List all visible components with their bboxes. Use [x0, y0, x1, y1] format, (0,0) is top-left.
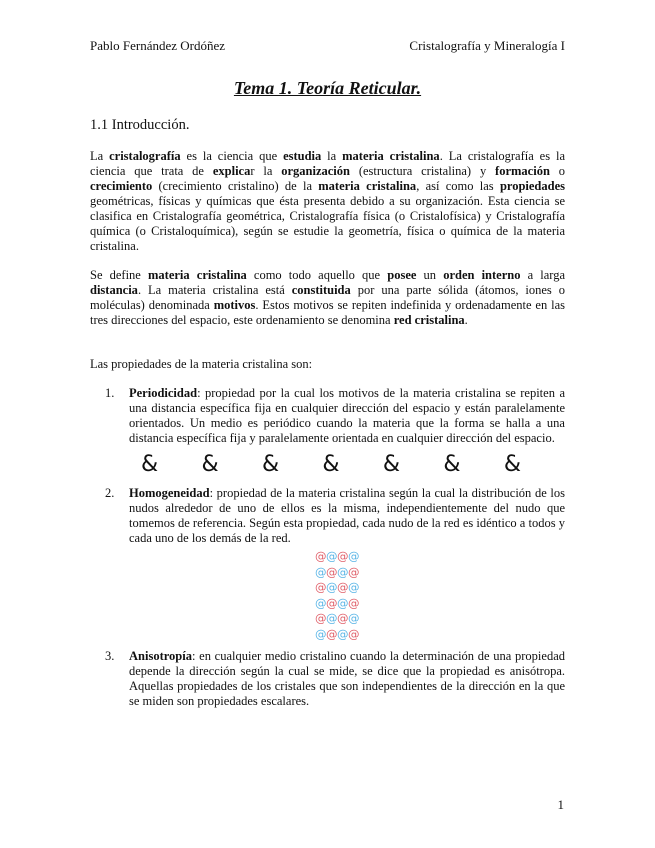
at-motif-blue: @ [326, 549, 338, 563]
at-motif-red: @ [326, 595, 338, 610]
ampersand-motif: & [382, 452, 401, 477]
at-motif-red: @ [315, 549, 327, 563]
motif-grid-row [315, 611, 359, 627]
list-term: Homogeneidad [129, 486, 210, 500]
list-number: 3. [105, 649, 115, 663]
at-motif-blue: @ [337, 595, 349, 610]
at-motif-red: @ [337, 580, 349, 594]
at-motif-blue: @ [326, 580, 338, 594]
page-title: Tema 1. Teoría Reticular. [233, 78, 422, 98]
ampersand-motif: & [201, 452, 219, 477]
header-author: Pablo Fernández Ordóñez [90, 38, 226, 53]
at-motif-blue: @ [337, 564, 349, 579]
ampersand-motif: & [322, 452, 340, 477]
list-text: : propiedad de la materia cristalina según la cual la distribución de los nudos alrededor de uno de ellos es la misma, independientemente del nudo que tomemos de referencia. Según esta propiedad, cada nudo de la red es idéntico a todos y cada uno de los demás de la red. [129, 486, 565, 545]
at-motif-blue: @ [315, 626, 327, 641]
paragraph-materia-cristalina: Se define materia cristalina como todo aquello que posee un orden interno a larga distancia. La materia cristalina está constituida por una parte sólida (átomos, iones o moléculas) denominada motivos. Estos motivos se repiten indefinida y ordenadamente en las tres direcciones del espacio, este ordenamiento se denomina red cristalina. [90, 268, 566, 327]
at-motif-red: @ [348, 595, 360, 610]
at-motif-red: @ [348, 564, 360, 579]
motif-grid-row [315, 565, 359, 581]
list-item-anisotropia [105, 649, 565, 709]
ampersand-motif: & [443, 452, 461, 477]
motif-grid-row [315, 549, 359, 565]
list-term: Periodicidad [129, 386, 198, 400]
ampersand-motif: & [261, 452, 280, 477]
list-text: : propiedad por la cual los motivos de la materia cristalina se repiten a una distancia específica fija en cualquier dirección del espacio y están paralelamente orientados. Un medio es periódico cuando la materia que la forma se halla a una distancia específica fija y paralelamente orientada en cualquier dirección del espacio. [129, 386, 565, 445]
page-number: 1 [557, 797, 564, 812]
at-motif-blue: @ [337, 626, 349, 641]
motif-grid-row [315, 596, 359, 612]
at-motif-blue: @ [315, 595, 327, 610]
list-item-periodicidad [105, 386, 565, 446]
at-motif-red: @ [337, 611, 349, 625]
at-motif-blue: @ [348, 611, 360, 625]
at-motif-blue: @ [348, 549, 360, 563]
at-motif-blue: @ [326, 611, 338, 625]
paragraph-propiedades-intro: Las propiedades de la materia cristalina son: [90, 357, 313, 371]
homogeneity-motif-grid [315, 549, 359, 642]
list-item-homogeneidad [105, 486, 565, 546]
at-motif-blue: @ [348, 580, 360, 594]
list-term: Anisotropía [129, 649, 192, 663]
periodicity-motif-row [141, 452, 521, 478]
list-text: : en cualquier medio cristalino cuando la determinación de una propiedad depende la dirección según la cual se mide, se dice que la propiedad es anisótropa. Aquellas propiedades de los cristales que son independientes de la dirección en la que se miden son propiedades escalares. [129, 649, 565, 708]
ampersand-motif: & [141, 452, 159, 477]
at-motif-red: @ [315, 580, 327, 594]
list-number: 2. [105, 486, 115, 500]
motif-grid-row [315, 580, 359, 596]
ampersand-motif: & [503, 452, 521, 477]
at-motif-blue: @ [315, 564, 327, 579]
section-title: 1.1 Introducción. [90, 117, 190, 133]
at-motif-red: @ [315, 611, 327, 625]
at-motif-red: @ [326, 564, 338, 579]
at-motif-red: @ [337, 549, 349, 563]
motif-grid-row [315, 627, 359, 643]
paragraph-cristalografia: La cristalografía es la ciencia que estudia la materia cristalina. La cristalografía es la ciencia que trata de explicar la organización (estructura cristalina) y formación o crecimiento (crecimiento cristalino) de la materia cristalina, así como las propiedades geométricas, físicas y químicas que ésta presenta debido a su organización. Esta ciencia se clasifica en Cristalografía geométrica, Cristalografía física (o Cristalofísica) y Cristalografía química (o Cristaloquímica), según se estudie la geometría, física o química de la materia cristalina. [90, 149, 566, 253]
header-course: Cristalografía y Mineralogía I [409, 38, 565, 53]
at-motif-red: @ [326, 626, 338, 641]
list-number: 1. [105, 386, 115, 400]
at-motif-red: @ [348, 626, 360, 641]
